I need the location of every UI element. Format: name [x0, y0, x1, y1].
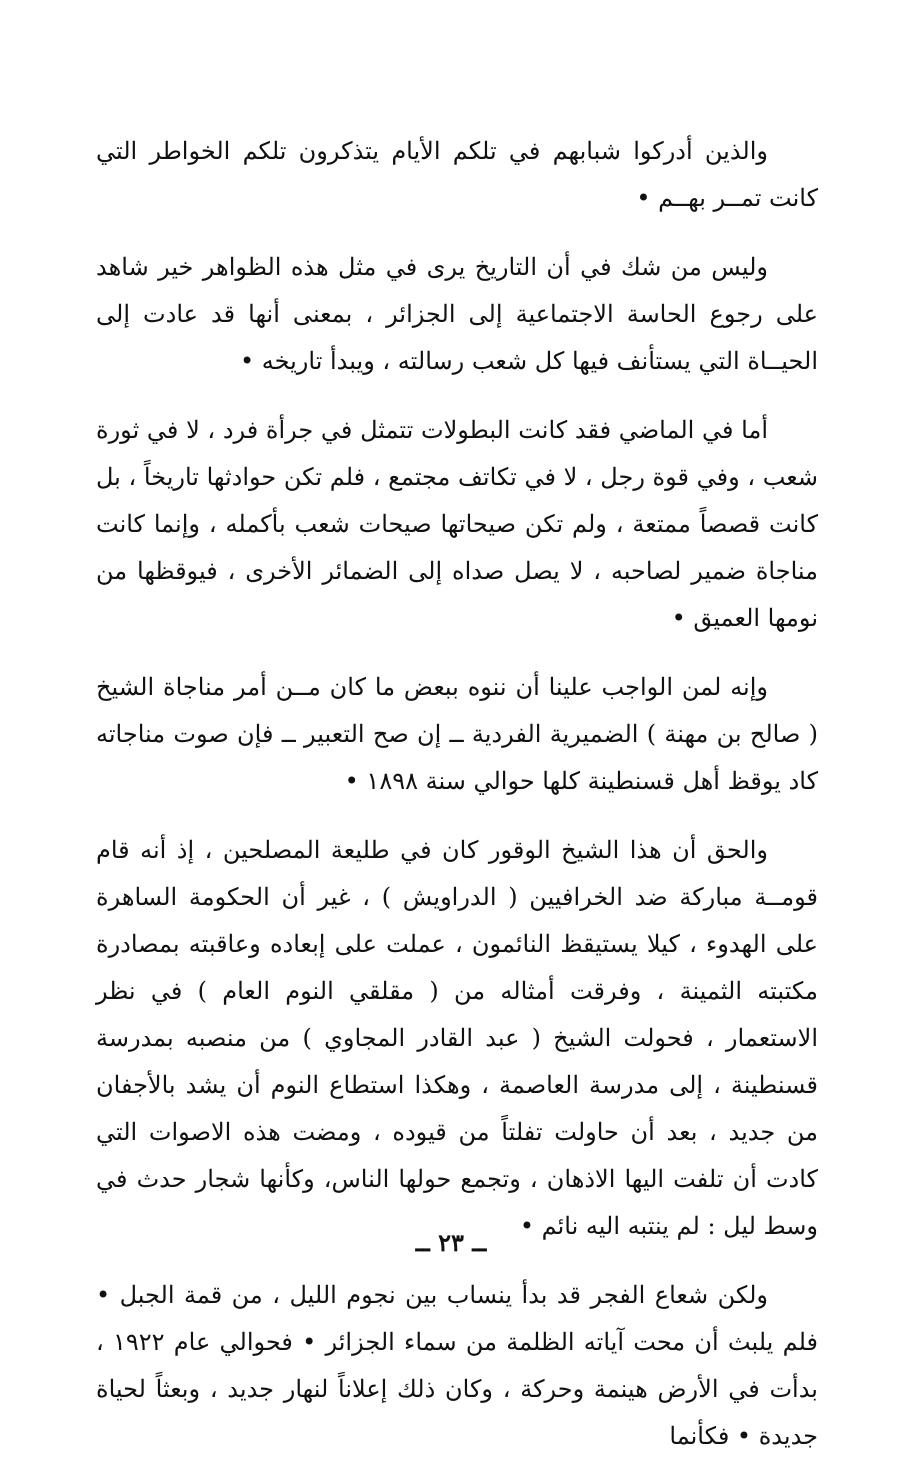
page-body [96, 128, 818, 1482]
paragraph-1: والذين أدركوا شبابهم في تلكم الأيام يتذكرون تلكم الخواطر التي كانت تمــر بهــم • [96, 137, 818, 212]
paragraph-4: وإنه لمن الواجب علينا أن ننوه ببعض ما كان مــن أمر مناجاة الشيخ ( صالح بن مهنة ) الضميرية الفردية ــ إن صح التعبير ــ فإن صوت مناجاته كاد يوقظ أهل قسنطينة كلها حوالي سنة ١٨٩٨ • [96, 673, 818, 795]
paragraph-6: ولكن شعاع الفجر قد بدأ ينساب بين نجوم الليل ، من قمة الجبل • فلم يلبث أن محت آياته الظلمة من سماء الجزائر • فحوالي عام ١٩٢٢ ، بدأت في الأرض هينمة وحركة ، وكان ذلك إعلاناً لنهار جديد ، وبعثاً لحياة جديدة • فكأنما [96, 1281, 818, 1450]
paragraph-3: أما في الماضي فقد كانت البطولات تتمثل في جرأة فرد ، لا في ثورة شعب ، وفي قوة رجل ، لا في تكاتف مجتمع ، فلم تكن حوادثها تاريخاً ، بل كانت قصصاً ممتعة ، ولم تكن صيحاتها صيحات شعب بأكمله ، وإنما كانت مناجاة ضمير لصاحبه ، لا يصل صداه إلى الضمائر الأخرى ، فيوقظها من نومها العميق • [96, 416, 818, 632]
paragraph-5: والحق أن هذا الشيخ الوقور كان في طليعة المصلحين ، إذ أنه قام قومــة مباركة ضد الخرافيين ( الدراويش ) ، غير أن الحكومة الساهرة على الهدوء ، كيلا يستيقظ النائمون ، عملت على إبعاده وعاقبته بمصادرة مكتبته الثمينة ، وفرقت أمثاله من ( مقلقي النوم العام ) في نظر الاستعمار ، فحولت الشيخ ( عبد القادر المجاوي ) من منصبه بمدرسة قسنطينة ، إلى مدرسة العاصمة ، وهكذا استطاع النوم أن يشد بالأجفان من جديد ، بعد أن حاولت تفلتاً من قيوده ، ومضت هذه الاصوات التي كادت أن تلفت اليها الاذهان ، وتجمع حولها الناس، وكأنها شجار حدث في وسط ليل : لم ينتبه اليه نائم • [96, 836, 818, 1240]
page-number: ــ ٢٣ ــ [415, 1228, 487, 1257]
paragraph-2: وليس من شك في أن التاريخ يرى في مثل هذه الظواهر خير شاهد على رجوع الحاسة الاجتماعية إلى الجزائر ، بمعنى أنها قد عادت إلى الحيــاة التي يستأنف فيها كل شعب رسالته ، ويبدأ تاريخه • [96, 253, 819, 375]
